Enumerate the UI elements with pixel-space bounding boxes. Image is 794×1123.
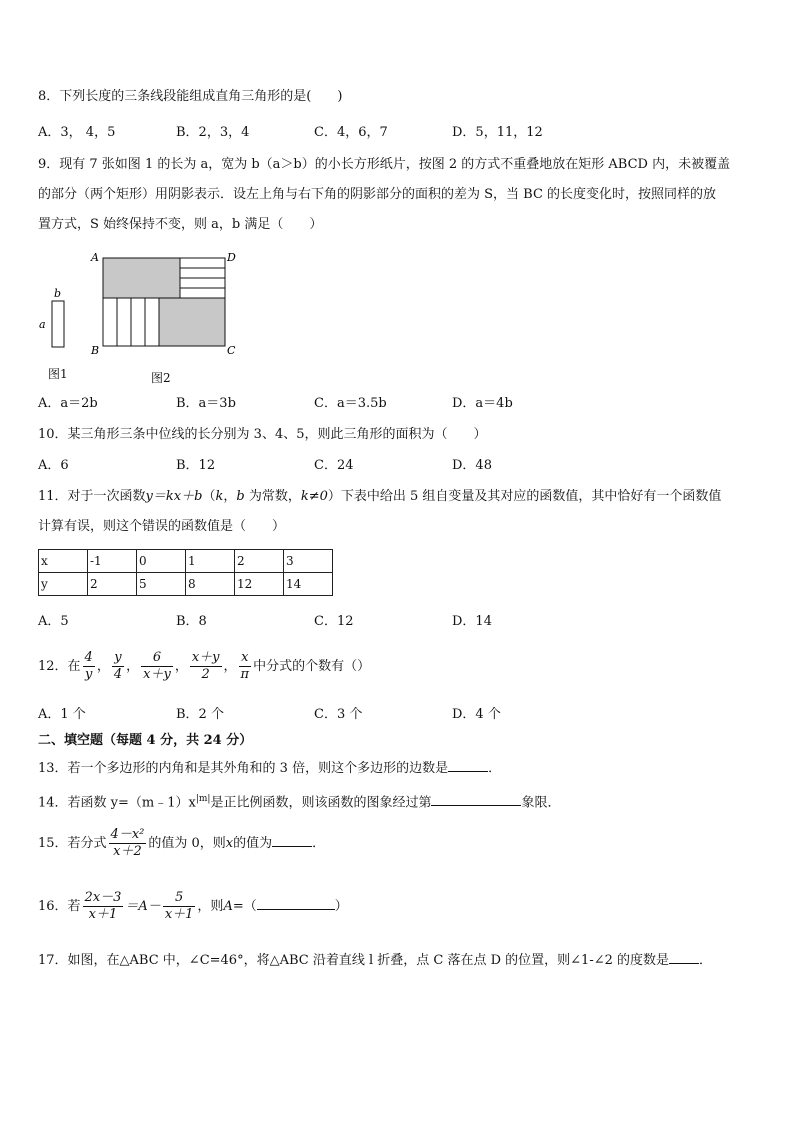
q16-answer-blank[interactable] — [257, 896, 335, 910]
q11-text-c: ， — [223, 489, 237, 504]
q15-answer-blank[interactable] — [272, 833, 312, 847]
q11-text-a: 11．对于一次函数 — [38, 489, 146, 504]
q8-option-b: B．2，3，4 — [176, 125, 250, 140]
q11-k: k — [215, 489, 224, 504]
fraction-numerator: 5 — [163, 890, 196, 907]
q16-fraction-1 — [83, 890, 124, 923]
q11-function: y＝kx＋b — [145, 489, 203, 504]
q14-stem — [38, 789, 560, 813]
q16-suffix: =（ — [232, 899, 257, 914]
fraction-denominator: x＋1 — [164, 907, 194, 922]
fraction-numerator: 6 — [141, 650, 173, 667]
q15-mid: 的值为 0，则 — [148, 836, 226, 851]
q12-sep: ， — [126, 659, 140, 674]
q12-fraction-3 — [141, 650, 173, 683]
q11-text-b: （ — [202, 489, 216, 504]
q17-answer-blank[interactable] — [669, 950, 699, 964]
fraction-numerator: x — [239, 650, 252, 667]
q14-answer-blank[interactable] — [431, 792, 521, 806]
fig1-label-b: b — [54, 287, 62, 300]
q12-option-d: D．4 个 — [452, 707, 501, 722]
q10-option-d: D．48 — [452, 458, 492, 473]
q13-answer-blank[interactable] — [448, 758, 488, 772]
q11-text-d: 为常数， — [244, 489, 301, 504]
q15-end: ． — [312, 836, 326, 851]
table-cell: 8 — [186, 573, 235, 596]
fraction-denominator: x＋2 — [113, 844, 142, 859]
fraction-denominator: 2 — [201, 667, 210, 682]
fig1-label-a: a — [39, 318, 46, 331]
q12-prefix: 12．在 — [38, 659, 81, 674]
q11-option-d: D．14 — [452, 614, 492, 629]
q8-stem: 8．下列长度的三条线段能组成直角三角形的是( ) — [38, 89, 343, 104]
q11-text-e: ）下表中给出 5 组自变量及其对应的函数值，其中恰好有一个函数值 — [327, 489, 722, 504]
q11-option-b: B．8 — [176, 614, 207, 629]
q16-var: A — [223, 899, 233, 914]
q14-text-a: 14．若函数 y=（m﹣1）x — [38, 795, 196, 811]
q15-stem — [38, 824, 325, 864]
q11-line2: 计算有误，则这个错误的函数值是（ ） — [38, 519, 286, 534]
q10-option-a: A．6 — [38, 458, 69, 473]
q17-stem — [38, 950, 712, 971]
q11-value-table — [38, 549, 333, 596]
fraction-numerator: 2x－3 — [84, 890, 122, 905]
q9-line2: 的部分（两个矩形）用阴影表示．设左上角与右下角的阴影部分的面积的差为 S，当 BC 的长度变化时，按照同样的放 — [38, 187, 717, 202]
fig2-label-C: C — [227, 344, 236, 357]
q17-text: 17．如图，在△ABC 中，∠C=46°，将△ABC 沿着直线 l 折叠，点 C 落在点 D 的位置，则∠1-∠2 的度数是 — [38, 953, 670, 968]
fraction-denominator: x＋1 — [88, 907, 118, 922]
q16-eq: ＝A－ — [125, 899, 161, 914]
q9-figure1 — [36, 283, 76, 353]
q13-text: 13．若一个多边形的内角和是其外角和的 3 倍，则这个多边形的边数是 — [38, 761, 449, 776]
q14-exponent: |m| — [195, 794, 211, 804]
section-fill-in-title: 二、填空题（每题 4 分，共 24 分） — [38, 733, 253, 748]
q8-option-a: A．3， 4，5 — [38, 125, 116, 140]
table-cell: 2 — [235, 550, 284, 573]
q14-text-b: 是正比例函数，则该函数的图象经过第 — [210, 795, 432, 811]
q16-stem — [38, 887, 348, 927]
q8-option-d: D．5，11，12 — [452, 125, 543, 140]
q13-end: ． — [488, 761, 502, 776]
q12-option-a: A．1 个 — [38, 707, 86, 722]
fraction-denominator: π — [240, 667, 250, 682]
q12-option-c: C．3 个 — [314, 707, 363, 722]
table-cell: 0 — [137, 550, 186, 573]
table-cell: 14 — [284, 573, 333, 596]
table-cell: 5 — [137, 573, 186, 596]
table-cell: 3 — [284, 550, 333, 573]
q9-option-d: D．a＝4b — [452, 396, 513, 411]
q9-option-b: B．a＝3b — [176, 396, 236, 411]
q12-option-b: B．2 个 — [176, 707, 224, 722]
q12-sep: ， — [223, 659, 237, 674]
q15-prefix: 15．若分式 — [38, 836, 107, 851]
table-cell: y — [39, 573, 88, 596]
fraction-numerator: x＋y — [191, 650, 220, 665]
q11-line1 — [38, 487, 721, 507]
fraction-numerator: 4－x² — [110, 827, 145, 842]
q17-end: ． — [699, 953, 713, 968]
table-cell: 1 — [186, 550, 235, 573]
table-cell: 12 — [235, 573, 284, 596]
q9-line1: 9．现有 7 张如图 1 的长为 a，宽为 b（a＞b）的小长方形纸片，按图 2 的方式不重叠地放在矩形 ABCD 内，未被覆盖 — [38, 157, 731, 172]
fig2-caption: 图2 — [151, 371, 171, 385]
fraction-numerator: y — [112, 650, 124, 667]
q11-option-a: A．5 — [38, 614, 69, 629]
fraction-numerator: 4 — [84, 650, 93, 665]
q15-fraction — [109, 827, 147, 860]
table-cell: -1 — [88, 550, 137, 573]
q9-option-c: C．a＝3.5b — [314, 396, 387, 411]
q16-mid: ，则 — [197, 899, 224, 914]
q11-condition: k≠0 — [300, 489, 328, 504]
q11-b: b — [236, 489, 245, 504]
q14-end: 象限． — [521, 795, 561, 811]
q9-line3: 置方式，S 始终保持不变，则 a，b 满足（ ） — [38, 217, 323, 232]
q12-fraction-5 — [239, 650, 252, 683]
q9-option-a: A．a＝2b — [38, 396, 98, 411]
q8-option-c: C．4，6，7 — [314, 125, 388, 140]
q15-var: x — [225, 836, 234, 851]
q16-end: ） — [334, 899, 348, 914]
q15-suffix: 的值为 — [233, 836, 273, 851]
table-cell: x — [39, 550, 88, 573]
q10-option-c: C．24 — [314, 458, 354, 473]
q10-option-b: B．12 — [176, 458, 216, 473]
fig2-label-A: A — [91, 251, 99, 264]
q12-sep: ， — [96, 659, 110, 674]
q12-suffix: 中分式的个数有（） — [253, 659, 371, 674]
fraction-denominator: x＋y — [143, 667, 171, 682]
q13-stem — [38, 758, 501, 779]
table-row — [39, 573, 333, 596]
fig2-label-D: D — [227, 251, 236, 264]
q12-fraction-4 — [190, 650, 222, 683]
q12-fraction-2 — [112, 650, 124, 683]
q16-prefix: 16．若 — [38, 899, 81, 914]
q12-sep: ， — [174, 659, 188, 674]
q12-fraction-1 — [83, 650, 95, 683]
q16-fraction-2 — [163, 890, 196, 923]
fraction-denominator: 4 — [113, 667, 123, 682]
table-row — [39, 550, 333, 573]
q11-option-c: C．12 — [314, 614, 354, 629]
fraction-denominator: y — [85, 667, 93, 682]
q12-stem — [38, 650, 370, 684]
q10-stem: 10．某三角形三条中位线的长分别为 3、4、5，则此三角形的面积为（ ） — [38, 427, 487, 442]
fig1-caption: 图1 — [48, 367, 68, 381]
q9-figure2 — [88, 250, 238, 358]
table-cell: 2 — [88, 573, 137, 596]
fig2-label-B: B — [91, 344, 100, 357]
